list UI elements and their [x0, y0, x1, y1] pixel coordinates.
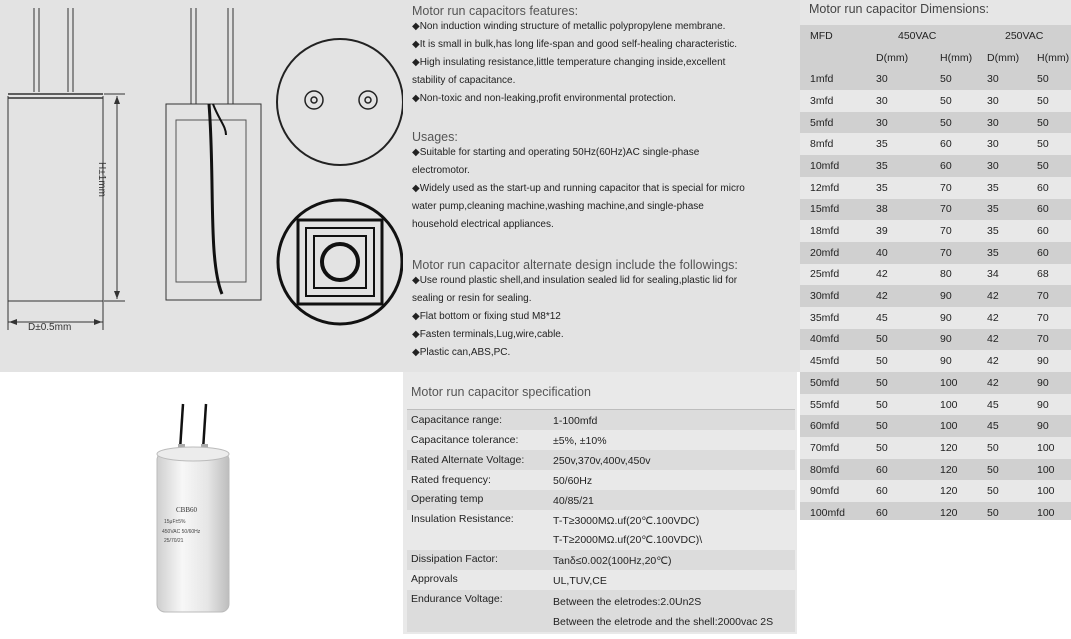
spec-value: 250v,370v,400v,450v [553, 455, 651, 467]
alternate-item: ◆Flat bottom or fixing stud M8*12 [412, 311, 561, 322]
mfd-cell: 30mfd [800, 285, 870, 307]
dimension-cell: 30 [870, 112, 938, 134]
spec-label: Rated Alternate Voltage: [411, 454, 525, 466]
spec-value: 1-100mfd [553, 415, 598, 427]
dimension-cell: 50 [870, 350, 938, 372]
mfd-cell: 25mfd [800, 264, 870, 286]
dimension-cell: 68 [1035, 264, 1071, 286]
alternate-item: ◆Plastic can,ABS,PC. [412, 347, 511, 358]
dimension-cell: 90 [938, 307, 983, 329]
dimension-cell: 42 [870, 264, 938, 286]
dimensions-row [800, 285, 1071, 307]
dimensions-row [800, 459, 1071, 481]
spec-value: 50/60Hz [553, 475, 593, 487]
dimension-cell: 50 [983, 437, 1035, 459]
usages-item: electromotor. [412, 165, 470, 176]
spec-row [407, 590, 795, 632]
features-item: ◆Non induction winding structure of metallic polypropylene membrane. [412, 21, 726, 32]
spec-title: Motor run capacitor specification [411, 385, 591, 399]
dimension-cell: 100 [1035, 459, 1071, 481]
spec-value: Between the eletrode and the shell:2000vac 2S [553, 616, 774, 628]
dimension-cell: 70 [938, 220, 983, 242]
dimension-cell: 45 [870, 307, 938, 329]
capacitor-drawing-svg [0, 0, 403, 372]
diameter-label: D±0.5mm [28, 322, 72, 333]
dimension-cell: 50 [1035, 112, 1071, 134]
features-heading: Motor run capacitors features: [412, 4, 579, 18]
h-header: H(mm) [1035, 47, 1071, 69]
dimensions-row [800, 329, 1071, 351]
dimension-cell: 100 [1035, 502, 1071, 524]
dimension-cell: 50 [1035, 133, 1071, 155]
dimension-cell: 45 [983, 394, 1035, 416]
features-item: stability of capacitance. [412, 75, 516, 86]
dimensions-row [800, 68, 1071, 90]
dimensions-row [800, 307, 1071, 329]
spec-label: Capacitance range: [411, 414, 503, 426]
dimensions-row [800, 242, 1071, 264]
capacitor-photo-svg [0, 372, 403, 634]
dimension-cell: 50 [938, 90, 983, 112]
dimension-cell: 50 [1035, 155, 1071, 177]
mfd-cell: 20mfd [800, 242, 870, 264]
dimension-cell: 35 [983, 242, 1035, 264]
mfd-cell: 40mfd [800, 329, 870, 351]
features-panel [403, 0, 800, 372]
dimension-cell: 90 [1035, 350, 1071, 372]
dimensions-row [800, 133, 1071, 155]
dimensions-row [800, 480, 1071, 502]
dimension-cell: 60 [1035, 177, 1071, 199]
dimension-cell: 120 [938, 480, 983, 502]
dimensions-title: Motor run capacitor Dimensions: [809, 2, 989, 16]
d-header: D(mm) [870, 47, 938, 69]
dimension-cell: 34 [983, 264, 1035, 286]
dimensions-row [800, 177, 1071, 199]
dimension-cell: 50 [938, 68, 983, 90]
dimension-cell: 42 [983, 329, 1035, 351]
mfd-cell: 70mfd [800, 437, 870, 459]
usages-item: ◆Suitable for starting and operating 50Hz(60Hz)AC single-phase [412, 147, 700, 158]
dimension-cell: 50 [870, 394, 938, 416]
alternate-item: ◆Use round plastic shell,and insulation sealed lid for sealing,plastic lid for [412, 275, 738, 286]
mfd-cell: 60mfd [800, 415, 870, 437]
dimension-cell: 42 [870, 285, 938, 307]
mfd-cell: 5mfd [800, 112, 870, 134]
dimensions-panel [800, 0, 1071, 520]
dimension-cell: 70 [1035, 285, 1071, 307]
dimension-cell: 70 [938, 242, 983, 264]
alternate-section [412, 258, 797, 362]
dimension-cell: 120 [938, 437, 983, 459]
dimension-cell: 50 [1035, 90, 1071, 112]
mfd-cell: 12mfd [800, 177, 870, 199]
spec-value: T-T≥2000MΩ.uf(20℃.100VDC)\ [553, 534, 703, 546]
dimension-cell: 42 [983, 307, 1035, 329]
dimension-cell: 42 [983, 285, 1035, 307]
dimension-cell: 35 [870, 133, 938, 155]
dimension-cell: 70 [938, 199, 983, 221]
dimensions-sub-header [800, 47, 1071, 69]
spec-row [407, 450, 795, 470]
mfd-cell: 100mfd [800, 502, 870, 524]
dimension-cell: 60 [1035, 199, 1071, 221]
spec-row [407, 490, 795, 510]
dimension-cell: 30 [983, 133, 1035, 155]
dimension-cell: 120 [938, 502, 983, 524]
dimension-cell: 100 [1035, 437, 1071, 459]
dimension-cell: 90 [938, 285, 983, 307]
mfd-cell: 90mfd [800, 480, 870, 502]
spec-value: Tanδ≤0.002(100Hz,20℃) [553, 555, 672, 567]
mfd-cell: 10mfd [800, 155, 870, 177]
label-volt: 450VAC 50/60Hz [162, 529, 201, 535]
dimension-cell: 35 [870, 177, 938, 199]
spec-value: T-T≥3000MΩ.uf(20℃.100VDC) [553, 515, 700, 527]
technical-drawings [0, 0, 403, 372]
dimensions-row [800, 372, 1071, 394]
mfd-cell: 3mfd [800, 90, 870, 112]
alternate-heading: Motor run capacitor alternate design include the followings: [412, 258, 738, 272]
dimension-cell: 50 [870, 415, 938, 437]
dimension-cell: 120 [938, 459, 983, 481]
dimensions-row [800, 220, 1071, 242]
dimension-cell: 42 [983, 372, 1035, 394]
spec-label: Insulation Resistance: [411, 513, 514, 525]
h-header: H(mm) [938, 47, 983, 69]
dimension-cell: 90 [938, 329, 983, 351]
dimensions-row [800, 199, 1071, 221]
dimension-cell: 60 [938, 155, 983, 177]
dimension-cell: 39 [870, 220, 938, 242]
dimensions-row [800, 264, 1071, 286]
usages-section [412, 130, 797, 234]
mfd-cell: 18mfd [800, 220, 870, 242]
dimensions-row [800, 350, 1071, 372]
mfd-cell: 1mfd [800, 68, 870, 90]
dimension-cell: 80 [938, 264, 983, 286]
dimension-cell: 100 [938, 372, 983, 394]
dimensions-row [800, 394, 1071, 416]
mfd-cell: 80mfd [800, 459, 870, 481]
spec-row [407, 470, 795, 490]
dimension-cell: 45 [983, 415, 1035, 437]
spec-value: Between the eletrodes:2.0Un2S [553, 596, 702, 608]
alternate-item: ◆Fasten terminals,Lug,wire,cable. [412, 329, 564, 340]
dimension-cell: 38 [870, 199, 938, 221]
mfd-header: MFD [800, 25, 870, 47]
dimension-cell: 30 [983, 68, 1035, 90]
dimension-cell: 35 [983, 177, 1035, 199]
dimension-cell: 30 [983, 112, 1035, 134]
mfd-cell: 15mfd [800, 199, 870, 221]
dimension-cell: 30 [983, 90, 1035, 112]
dimensions-row [800, 90, 1071, 112]
spec-label: Rated frequency: [411, 474, 491, 486]
features-item: ◆It is small in bulk,has long life-span and good self-healing characteristic. [412, 39, 738, 50]
dimension-cell: 60 [870, 459, 938, 481]
dimensions-group-header [800, 25, 1071, 47]
dimension-cell: 35 [983, 220, 1035, 242]
dimension-cell: 50 [938, 112, 983, 134]
spec-label: Capacitance tolerance: [411, 434, 519, 446]
usages-item: ◆Widely used as the start-up and running capacitor that is special for micro [412, 183, 745, 194]
dimension-cell: 50 [870, 329, 938, 351]
dimension-cell: 50 [870, 372, 938, 394]
label-temp: 25/70/21 [164, 538, 184, 544]
dimension-cell: 50 [983, 502, 1035, 524]
features-item: ◆High insulating resistance,little temperature changing inside,excellent [412, 57, 726, 68]
dimension-cell: 60 [1035, 242, 1071, 264]
dimension-cell: 60 [1035, 220, 1071, 242]
spec-label: Dissipation Factor: [411, 553, 498, 565]
dimension-cell: 60 [870, 502, 938, 524]
dimension-cell: 42 [983, 350, 1035, 372]
label-cap: 15μF±5% [164, 519, 186, 525]
dimension-cell: 90 [1035, 394, 1071, 416]
blank-area [797, 520, 1071, 634]
spec-row [407, 410, 795, 430]
dimension-cell: 50 [870, 437, 938, 459]
dimension-cell: 90 [1035, 372, 1071, 394]
spec-row [407, 510, 795, 550]
mfd-cell: 55mfd [800, 394, 870, 416]
dimensions-row [800, 155, 1071, 177]
usages-item: water pump,cleaning machine,washing machine,and single-phase [412, 201, 704, 212]
group-450-header: 450VAC [870, 25, 983, 47]
mfd-cell: 45mfd [800, 350, 870, 372]
dimension-cell: 90 [938, 350, 983, 372]
spec-panel [403, 372, 797, 634]
spec-value: 40/85/21 [553, 495, 594, 507]
mfd-cell: 50mfd [800, 372, 870, 394]
dimensions-table [800, 25, 1071, 524]
dimension-cell: 100 [938, 394, 983, 416]
dimension-cell: 100 [938, 415, 983, 437]
dimension-cell: 70 [1035, 329, 1071, 351]
product-photo [0, 372, 403, 634]
dimension-cell: 30 [870, 90, 938, 112]
spec-label: Operating temp [411, 493, 484, 505]
usages-heading: Usages: [412, 130, 458, 144]
usages-item: household electrical appliances. [412, 219, 554, 230]
spec-value: UL,TUV,CE [553, 575, 607, 587]
features-section [412, 4, 797, 108]
dimensions-row [800, 437, 1071, 459]
spec-label: Endurance Voltage: [411, 593, 503, 605]
dimension-cell: 100 [1035, 480, 1071, 502]
mfd-cell: 8mfd [800, 133, 870, 155]
dimension-cell: 60 [938, 133, 983, 155]
dimension-cell: 30 [870, 68, 938, 90]
spec-label: Approvals [411, 573, 458, 585]
alternate-item: sealing or resin for sealing. [412, 293, 532, 304]
dimension-cell: 40 [870, 242, 938, 264]
label-brand: CBB60 [176, 506, 198, 514]
dimension-cell: 50 [983, 459, 1035, 481]
dimensions-row [800, 415, 1071, 437]
dimension-cell: 70 [1035, 307, 1071, 329]
d-header: D(mm) [983, 47, 1035, 69]
spec-value: ±5%, ±10% [553, 435, 607, 447]
features-item: ◆Non-toxic and non-leaking,profit environmental protection. [412, 93, 676, 104]
dimension-cell: 30 [983, 155, 1035, 177]
dimension-cell: 50 [1035, 68, 1071, 90]
spec-row [407, 570, 795, 590]
dimension-cell: 50 [983, 480, 1035, 502]
dimension-cell: 35 [983, 199, 1035, 221]
group-250-header: 250VAC [983, 25, 1071, 47]
mfd-cell: 35mfd [800, 307, 870, 329]
dimension-cell: 60 [870, 480, 938, 502]
dimension-cell: 35 [870, 155, 938, 177]
spec-row [407, 550, 795, 570]
height-label: H±1mm [96, 162, 107, 197]
dimensions-row [800, 112, 1071, 134]
dimension-cell: 90 [1035, 415, 1071, 437]
dimension-cell: 70 [938, 177, 983, 199]
spec-row [407, 430, 795, 450]
